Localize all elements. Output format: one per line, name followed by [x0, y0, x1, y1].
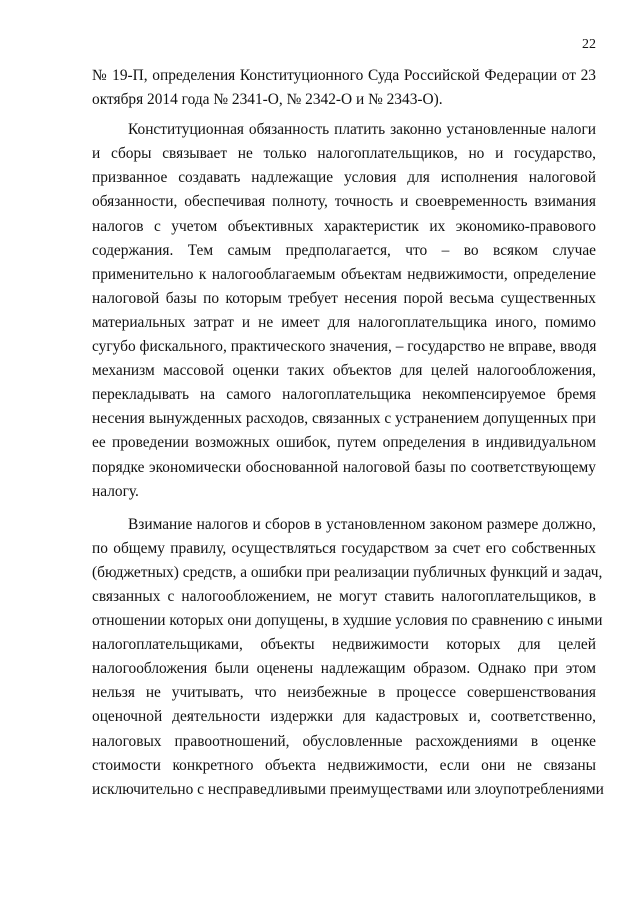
text-line: № 19-П, определения Конституционного Суда Российской Федерации от 23 [92, 67, 596, 84]
text-line: Взимание налогов и сборов в установленном законом размере должно, [128, 515, 596, 533]
text-line: Конституционная обязанность платить законно установленные налоги [128, 121, 596, 139]
text-line: призванное создавать надлежащие условия для исполнения налоговой [92, 169, 596, 187]
paragraph-1 [92, 64, 596, 112]
text-line: налогообложения были оценены надлежащим образом. Однако при этом [92, 660, 596, 678]
paragraph-3 [92, 513, 604, 802]
page-number: 22 [582, 37, 596, 52]
document-body [92, 64, 604, 802]
text-line: ее проведении возможных ошибок, путем определения в индивидуальном [92, 434, 596, 452]
paragraph-gap [92, 504, 596, 513]
text-line: налоговой базы по которым требует несения порой весьма существенных [92, 289, 596, 307]
text-line: обязанности, обеспечивая полноту, точность и своевременность взимания [92, 193, 596, 211]
text-line: нельзя не учитывать, что неизбежные в процессе совершенствования [92, 684, 596, 702]
text-line: по общему правилу, осуществляться государством за счет его собственных [92, 539, 596, 557]
text-line: материальных затрат и не имеет для налогоплательщика иного, помимо [92, 313, 596, 331]
text-line: налогу. [92, 482, 139, 500]
text-line: налоговых правоотношений, обусловленные расхождениями в оценке [92, 732, 596, 750]
text-line: налогов с учетом объективных характеристик их экономико-правового [92, 217, 596, 235]
text-line: оценочной деятельности издержки для кадастровых и, соответственно, [92, 708, 596, 726]
text-line: содержания. Тем самым предполагается, что – во всяком случае [92, 241, 596, 259]
text-line: сугубо фискального, практического значения, – государство не вправе, вводя [92, 338, 597, 356]
text-line: применительно к налогооблагаемым объектам недвижимости, определение [92, 265, 596, 283]
text-line: перекладывать на самого налогоплательщика некомпенсируемое бремя [92, 386, 596, 404]
text-line: налогоплательщиками, объекты недвижимости которых для целей [92, 636, 596, 654]
text-line: исключительно с несправедливыми преимуществами или злоупотреблениями [92, 780, 604, 798]
text-line: порядке экономически обоснованной налоговой базы по соответствующему [92, 458, 596, 476]
text-line: механизм массовой оценки таких объектов для целей налогообложения, [92, 362, 596, 380]
text-line: (бюджетных) средств, а ошибки при реализации публичных функций и задач, [92, 563, 603, 581]
text-line: октября 2014 года № 2341-О, № 2342-О и № 2343-О). [92, 91, 443, 109]
text-line: связанных с налогообложением, не могут ставить налогоплательщиков, в [92, 587, 596, 605]
paragraph-2 [92, 118, 596, 504]
text-line: отношении которых они допущены, в худшие условия по сравнению с иными [92, 612, 603, 630]
text-line: несения вынужденных расходов, связанных с устранением допущенных при [92, 410, 596, 428]
text-line: и сборы связывает не только налогоплательщиков, но и государство, [92, 145, 596, 163]
text-line: стоимости конкретного объекта недвижимости, если они не связаны [92, 756, 596, 774]
